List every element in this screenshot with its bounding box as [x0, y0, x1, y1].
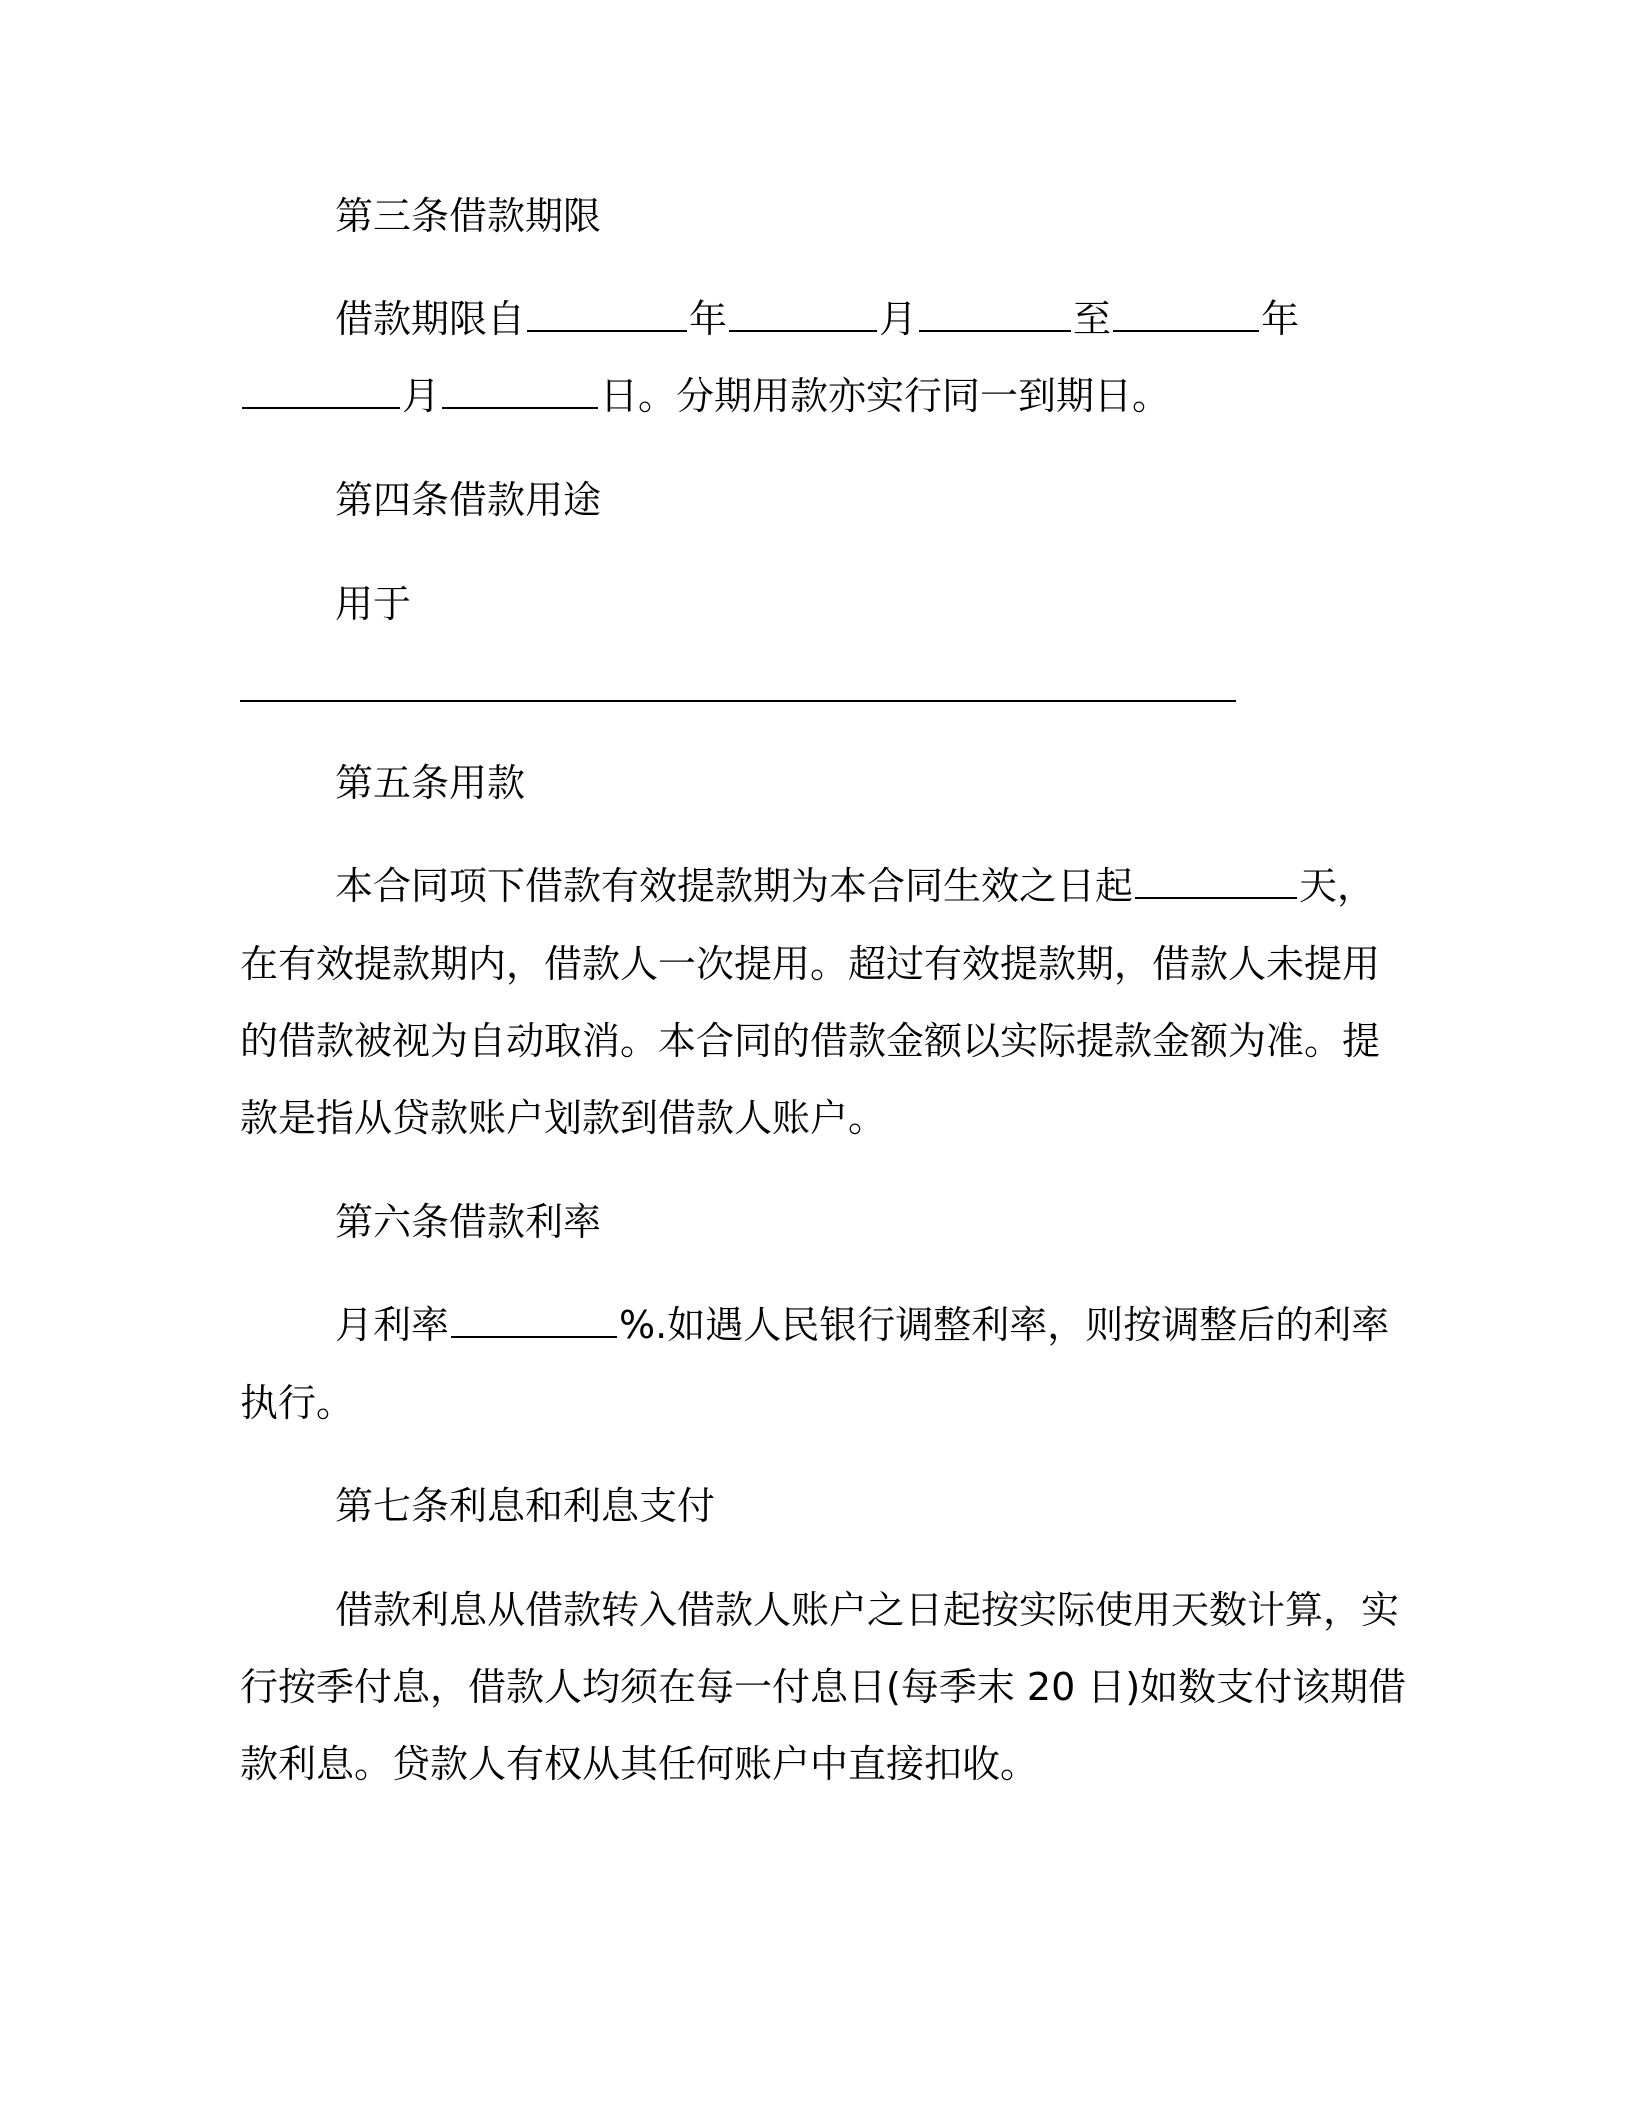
text-segment: 月	[879, 297, 918, 341]
article-5-heading: 第五条用款	[335, 761, 526, 805]
article-7-paragraph-line-3: 款利息。贷款人有权从其任何账户中直接扣收。	[240, 1742, 1039, 1786]
text-segment: 天，	[1299, 864, 1376, 908]
blank-end-year	[1113, 300, 1259, 332]
article-6-paragraph-line-2: 执行。	[240, 1381, 355, 1425]
article-5-paragraph-line-4: 款是指从贷款账户划款到借款人账户。	[240, 1096, 887, 1140]
text-segment: 日。分期用款亦实行同一到期日。	[600, 374, 1171, 418]
text-segment: 至	[1073, 297, 1112, 341]
text-segment: 年	[689, 297, 728, 341]
text-segment: %.如遇人民银行调整利率，则按调整后的利率	[619, 1303, 1390, 1347]
blank-end-day	[442, 377, 598, 409]
blank-end-month	[242, 377, 400, 409]
blank-start-day	[919, 300, 1071, 332]
blank-start-year	[527, 300, 687, 332]
article-3-paragraph-line-2	[240, 372, 1170, 420]
blank-drawdown-days	[1135, 867, 1297, 899]
article-7-heading: 第七条利息和利息支付	[335, 1484, 716, 1528]
blank-monthly-rate	[451, 1306, 617, 1338]
article-5-paragraph-line-1	[335, 862, 1375, 910]
article-5-paragraph-line-2: 在有效提款期内，借款人一次提用。超过有效提款期，借款人未提用	[240, 942, 1381, 986]
text-segment: 年	[1261, 297, 1300, 341]
article-6-paragraph-line-1	[335, 1301, 1389, 1349]
article-4-purpose-label: 用于	[335, 582, 412, 626]
article-7-paragraph-line-2: 行按季付息，借款人均须在每一付息日(每季末 20 日)如数支付该期借	[240, 1665, 1407, 1709]
text-segment: 月	[402, 374, 441, 418]
article-7-paragraph-line-1: 借款利息从借款转入借款人账户之日起按实际使用天数计算，实	[335, 1588, 1400, 1632]
article-3-paragraph-line-1	[335, 295, 1299, 343]
article-3-heading: 第三条借款期限	[335, 194, 602, 238]
text-segment: 月利率	[335, 1303, 450, 1347]
text-segment: 本合同项下借款有效提款期为本合同生效之日起	[335, 864, 1134, 908]
blank-start-month	[729, 300, 877, 332]
article-4-heading: 第四条借款用途	[335, 478, 602, 522]
purpose-blank-line	[240, 700, 1236, 702]
article-5-paragraph-line-3: 的借款被视为自动取消。本合同的借款金额以实际提款金额为准。提	[240, 1019, 1381, 1063]
article-6-heading: 第六条借款利率	[335, 1200, 602, 1244]
text-segment: 借款期限自	[335, 297, 526, 341]
